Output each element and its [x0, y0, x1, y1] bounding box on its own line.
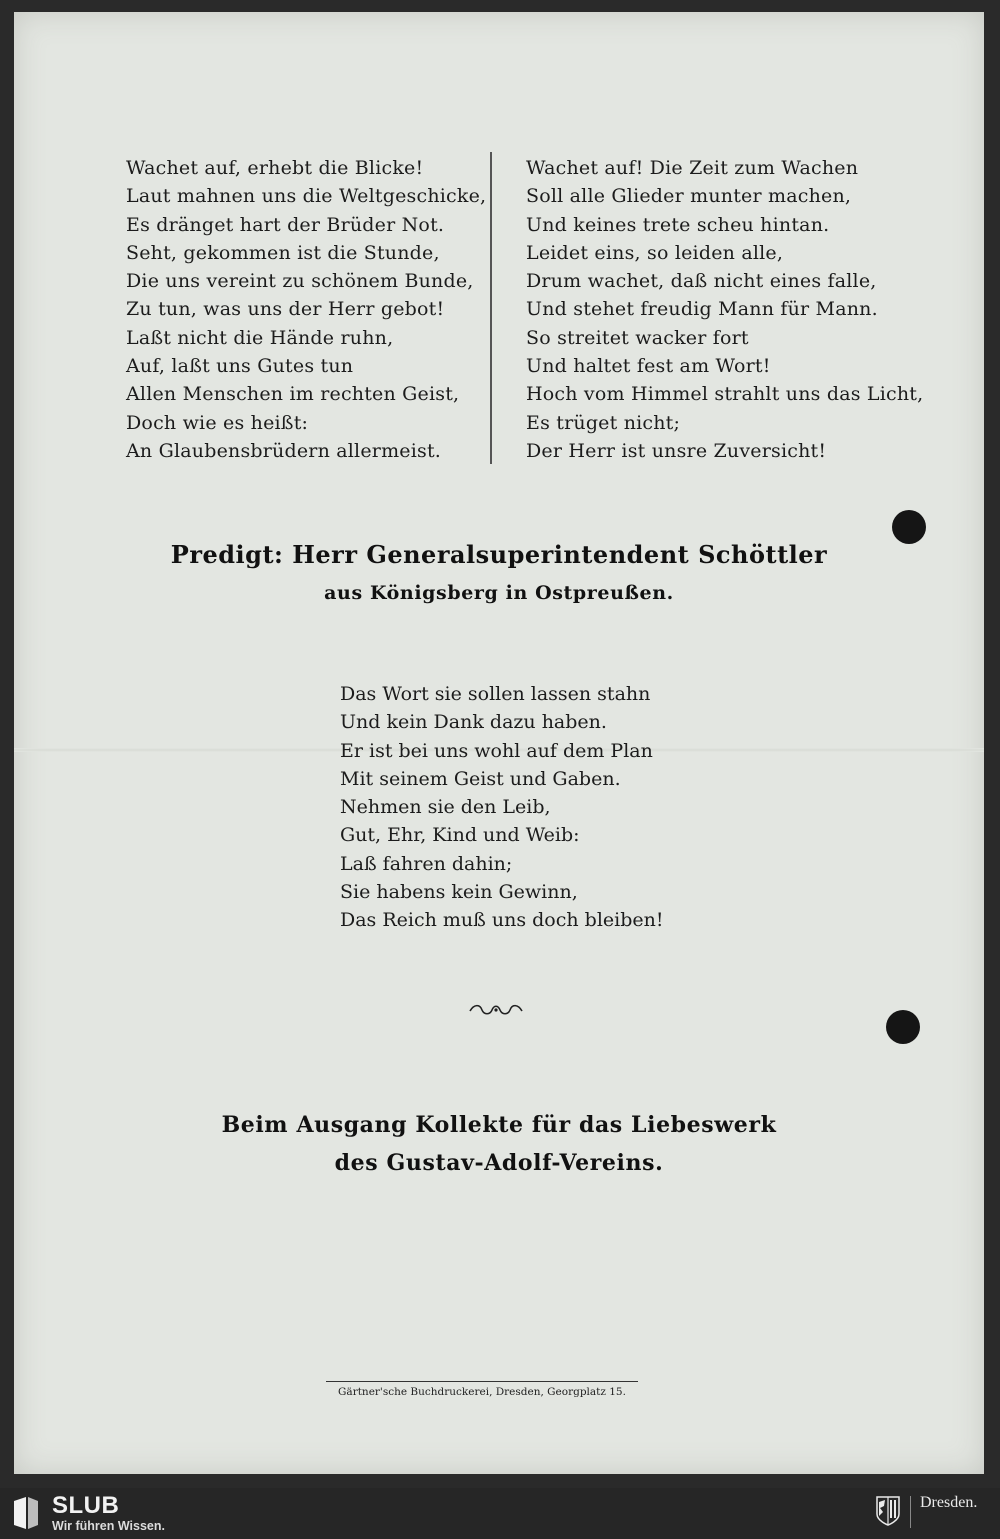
verse-line: Zu tun, was uns der Herr gebot!: [126, 298, 445, 321]
verse-line: Wachet auf! Die Zeit zum Wachen: [526, 157, 859, 179]
hymn-line: Das Reich muß uns doch bleiben!: [340, 909, 664, 932]
hymn-line: Das Wort sie sollen lassen stahn: [340, 683, 651, 705]
verse-line: Es dränget hart der Brüder Not.: [126, 213, 445, 236]
verse-line: Es trüget nicht;: [526, 411, 681, 434]
hymn-line: Nehmen sie den Leib,: [340, 796, 551, 819]
printer-imprint: Gärtner'sche Buchdruckerei, Dresden, Georgplatz 15.: [338, 1386, 626, 1398]
verse-line: Und keines trete scheu hintan.: [526, 213, 830, 236]
verse-line: Soll alle Glieder munter machen,: [526, 185, 852, 208]
verse-line: Die uns vereint zu schönem Bunde,: [126, 270, 474, 293]
column-divider: [490, 152, 492, 464]
hymn-line: Mit seinem Geist und Gaben.: [340, 767, 621, 790]
verse-line: Und haltet fest am Wort!: [526, 355, 771, 378]
punch-hole: [892, 510, 926, 544]
verse-left-column: [126, 154, 486, 465]
verse-line: An Glaubensbrüdern allermeist.: [126, 439, 442, 462]
footer-separator: [910, 1496, 911, 1528]
hymn-line: Er ist bei uns wohl auf dem Plan: [340, 739, 653, 762]
verse-line: Seht, gekommen ist die Stunde,: [126, 241, 440, 264]
verse-line: Hoch vom Himmel strahlt uns das Licht,: [526, 383, 924, 406]
sermon-subtitle: aus Königsberg in Ostpreußen.: [324, 582, 674, 604]
verse-line: Allen Menschen im rechten Geist,: [126, 383, 460, 406]
ornament-icon: [466, 1002, 526, 1018]
verse-line: So streitet wacker fort: [526, 326, 749, 349]
verse-line: Wachet auf, erhebt die Blicke!: [126, 157, 424, 179]
slub-brand[interactable]: SLUB: [52, 1492, 120, 1519]
sermon-title: Predigt: Herr Generalsuperintendent Schöttler: [170, 540, 828, 569]
printer-rule: [326, 1381, 638, 1382]
hymn-line: Gut, Ehr, Kind und Weib:: [340, 824, 580, 847]
punch-hole: [886, 1010, 920, 1044]
verse-line: Der Herr ist unsre Zuversicht!: [526, 439, 827, 462]
verse-line: Drum wachet, daß nicht eines falle,: [526, 270, 877, 293]
hymn-line: Laß fahren dahin;: [340, 852, 513, 875]
dresden-crest-icon[interactable]: [876, 1496, 900, 1526]
viewer-footer: [0, 1488, 1000, 1539]
hymn-line: Und kein Dank dazu haben.: [340, 711, 607, 734]
hymn-line: Sie habens kein Gewinn,: [340, 881, 578, 904]
verse-line: Und stehet freudig Mann für Mann.: [526, 298, 878, 321]
verse-line: Auf, laßt uns Gutes tun: [126, 355, 354, 378]
dresden-brand[interactable]: Dresden.: [920, 1494, 978, 1511]
verse-line: Leidet eins, so leiden alle,: [526, 241, 784, 264]
document-page: [14, 12, 984, 1474]
collection-notice-line1: Beim Ausgang Kollekte für das Liebeswerk: [221, 1112, 777, 1138]
slub-logo-icon[interactable]: [12, 1495, 40, 1531]
hymn-stanza: [340, 680, 664, 935]
verse-line: Laut mahnen uns die Weltgeschicke,: [126, 185, 487, 208]
verse-line: Doch wie es heißt:: [126, 411, 309, 434]
verse-right-column: [526, 154, 923, 465]
slub-tagline: Wir führen Wissen.: [52, 1519, 165, 1533]
collection-notice-line2: des Gustav-Adolf-Vereins.: [334, 1150, 664, 1176]
verse-line: Laßt nicht die Hände ruhn,: [126, 326, 394, 349]
